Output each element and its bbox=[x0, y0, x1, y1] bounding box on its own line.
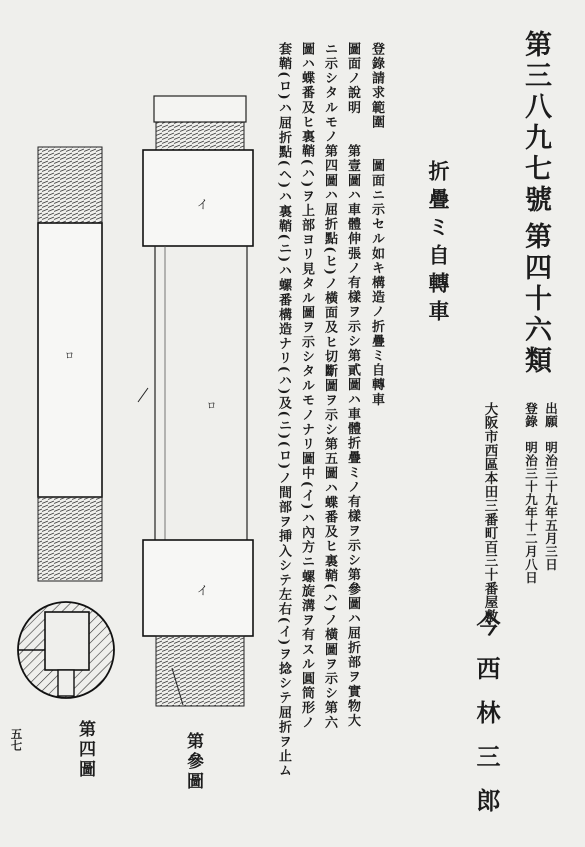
figure-3-drawing bbox=[138, 96, 253, 706]
description-line: 圖面ノ說明 第壹圖ハ車體伸張ノ有樣ヲ示シ第貳圖ハ車體折疊ミノ有樣ヲ示シ第參圖ハ屈折部ヲ實物大 bbox=[345, 42, 360, 729]
description-line: 套鞘(ロ)ハ屈折點(ヘ)ハ裏鞘(ニ)ハ螺番構造ナリ(ハ)及(ニ)(ロ)ノ間部ヲ挿入シテ左右(イ)ヲ捻シテ屈折ヲ止ム bbox=[276, 42, 291, 779]
figure-4-drawing bbox=[18, 602, 114, 698]
invention-title: 折疊ミ自轉車 bbox=[426, 160, 451, 328]
filing-date: 出願 明治三十九年五月三日 bbox=[543, 402, 559, 571]
claim-line: 登錄請求範圍 圖面ニ示セル如キ構造ノ折疊ミ自轉車 bbox=[369, 42, 384, 407]
registration-date: 登錄 明治三十九年十二月八日 bbox=[523, 402, 539, 584]
figure-4-caption: 第四圖 bbox=[75, 720, 95, 780]
description-line: 圖ハ蝶番及ヒ裏鞘(ハ)ヲ上部ヨリ見タル圖ヲ示シタルモノナリ圖中(イ)ハ內方ニ螺旋溝ヲ有スル圓筒形ノ bbox=[299, 42, 314, 731]
figure-label: イ bbox=[195, 584, 209, 596]
description-line: ニ示シタルモノ第四圖ハ屈折點(ヒ)ノ橫面及ヒ切斷圖ヲ示シ第五圖ハ蝶番及ヒ裏鞘(ハ)ノ橫圖ヲ示シ第六 bbox=[322, 42, 337, 731]
applicant-address: 大阪市西區本田三番町百三十番屋敷 bbox=[481, 402, 498, 623]
page-number: 五七 bbox=[9, 728, 24, 751]
figure-label: ロ bbox=[62, 350, 73, 360]
figure-label: イ bbox=[195, 198, 209, 210]
left-tube-drawing bbox=[38, 147, 102, 581]
patent-class: 第四十六類 bbox=[520, 222, 551, 377]
applicant-name: 今西林三郎 bbox=[472, 612, 501, 832]
figure-label: ロ bbox=[204, 400, 215, 410]
patent-number: 第三八九七號 bbox=[520, 30, 551, 216]
figure-3-caption: 第參圖 bbox=[183, 732, 203, 792]
